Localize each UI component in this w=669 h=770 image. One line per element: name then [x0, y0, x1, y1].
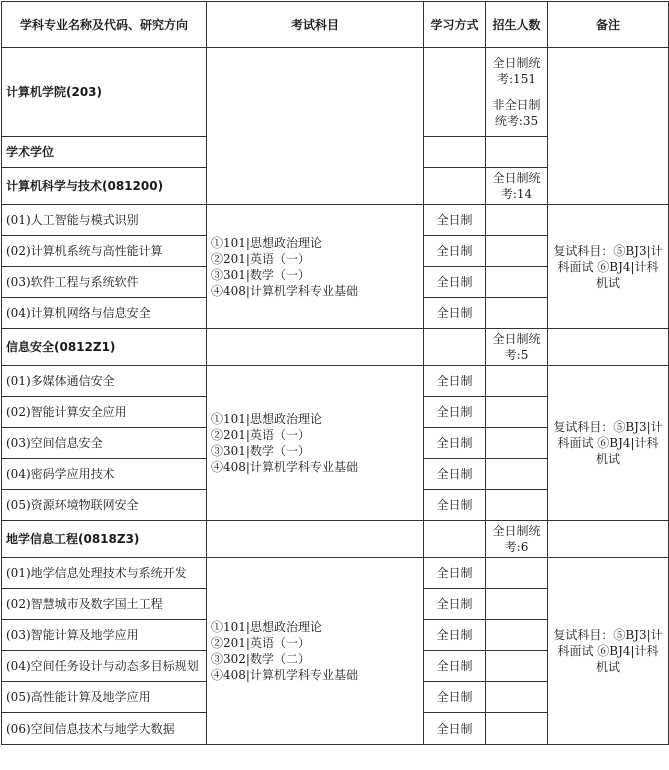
major-name: 计算机科学与技术(081200): [2, 168, 207, 205]
direction-name: (05)高性能计算及地学应用: [2, 682, 207, 713]
direction-name: (04)空间任务设计与动态多目标规划: [2, 651, 207, 682]
college-row: [2, 48, 669, 137]
subject-line: ③302|数学（二）: [211, 652, 310, 666]
college-exam-cell: [207, 48, 424, 205]
college-name: 计算机学院(203): [2, 48, 207, 137]
direction-name: (02)智慧城市及数字国土工程: [2, 589, 207, 620]
study-mode: 全日制: [424, 589, 486, 620]
direction-row: [2, 366, 669, 397]
direction-quota-cell: [486, 589, 548, 620]
direction-quota-cell: [486, 558, 548, 589]
direction-quota-cell: [486, 366, 548, 397]
exam-subjects: [207, 366, 424, 521]
study-mode: 全日制: [424, 490, 486, 521]
study-mode: 全日制: [424, 397, 486, 428]
direction-quota-cell: [486, 459, 548, 490]
study-mode: 全日制: [424, 459, 486, 490]
subject-line: ②201|英语（一）: [211, 251, 310, 266]
study-mode: 全日制: [424, 651, 486, 682]
direction-name: (03)空间信息安全: [2, 428, 207, 459]
direction-quota-cell: [486, 490, 548, 521]
header-study-mode: 学习方式: [424, 2, 486, 48]
college-quota-full: 全日制统考:151: [492, 56, 541, 86]
subject-line: ①101|思想政治理论: [211, 620, 322, 634]
direction-quota-cell: [486, 682, 548, 713]
direction-quota-cell: [486, 620, 548, 651]
remark-retest: 复试科目：⑤BJ3|计科面试 ⑥BJ4|计科机试: [548, 558, 669, 745]
degree-type: 学术学位: [2, 137, 207, 168]
direction-name: (06)空间信息技术与地学大数据: [2, 713, 207, 745]
study-mode: 全日制: [424, 558, 486, 589]
exam-subjects: [207, 558, 424, 745]
direction-quota-cell: [486, 267, 548, 298]
remark-retest: 复试科目：⑤BJ3|计科面试 ⑥BJ4|计科机试: [548, 366, 669, 521]
degree-quota-cell: [486, 137, 548, 168]
major-quota: 全日制统考:6: [486, 521, 548, 558]
study-mode: 全日制: [424, 713, 486, 745]
header-exam-subjects: 考试科目: [207, 2, 424, 48]
study-mode: 全日制: [424, 682, 486, 713]
college-quota: [486, 48, 548, 137]
subject-line: ③301|数学（一）: [211, 444, 310, 458]
exam-subjects: [207, 205, 424, 329]
direction-quota-cell: [486, 298, 548, 329]
subject-line: ②201|英语（一）: [211, 636, 310, 650]
direction-name: (04)计算机网络与信息安全: [2, 298, 207, 329]
study-mode: 全日制: [424, 267, 486, 298]
major-quota: 全日制统考:5: [486, 329, 548, 366]
direction-name: (03)软件工程与系统软件: [2, 267, 207, 298]
major-remark-cell: [548, 329, 669, 366]
major-remark-cell: [548, 521, 669, 558]
direction-name: (01)多媒体通信安全: [2, 366, 207, 397]
major-mode-cell: [424, 168, 486, 205]
subject-line: ①101|思想政治理论: [211, 412, 322, 426]
major-quota: 全日制统考:14: [486, 168, 548, 205]
major-name: 地学信息工程(0818Z3): [2, 521, 207, 558]
major-name: 信息安全(0812Z1): [2, 329, 207, 366]
direction-quota-cell: [486, 236, 548, 267]
major-mode-cell: [424, 329, 486, 366]
direction-row: [2, 205, 669, 236]
major-exam-cell: [207, 329, 424, 366]
direction-name: (05)资源环境物联网安全: [2, 490, 207, 521]
direction-quota-cell: [486, 428, 548, 459]
table-header-row: [2, 2, 669, 48]
direction-name: (01)地学信息处理技术与系统开发: [2, 558, 207, 589]
subject-line: ④408|计算机学科专业基础: [211, 668, 358, 682]
major-mode-cell: [424, 521, 486, 558]
direction-quota-cell: [486, 205, 548, 236]
remark-retest: 复试科目：⑤BJ3|计科面试 ⑥BJ4|计科机试: [548, 205, 669, 329]
header-quota: 招生人数: [486, 2, 548, 48]
major-exam-cell: [207, 521, 424, 558]
direction-quota-cell: [486, 397, 548, 428]
direction-name: (04)密码学应用技术: [2, 459, 207, 490]
college-mode-cell: [424, 48, 486, 137]
major-row: [2, 329, 669, 366]
degree-mode-cell: [424, 137, 486, 168]
direction-quota-cell: [486, 713, 548, 745]
direction-name: (03)智能计算及地学应用: [2, 620, 207, 651]
study-mode: 全日制: [424, 366, 486, 397]
subject-line: ④408|计算机学科专业基础: [211, 283, 358, 298]
study-mode: 全日制: [424, 428, 486, 459]
header-major: 学科专业名称及代码、研究方向: [2, 2, 207, 48]
subject-line: ③301|数学（一）: [211, 267, 310, 282]
admissions-table: [1, 1, 669, 745]
direction-quota-cell: [486, 651, 548, 682]
study-mode: 全日制: [424, 298, 486, 329]
direction-name: (02)计算机系统与高性能计算: [2, 236, 207, 267]
college-quota-part: 非全日制统考:35: [492, 98, 541, 128]
subject-line: ①101|思想政治理论: [211, 235, 322, 250]
subject-line: ②201|英语（一）: [211, 428, 310, 442]
major-row: [2, 521, 669, 558]
study-mode: 全日制: [424, 620, 486, 651]
subject-line: ④408|计算机学科专业基础: [211, 460, 358, 474]
college-remark-cell: [548, 48, 669, 205]
direction-row: [2, 558, 669, 589]
direction-name: (01)人工智能与模式识别: [2, 205, 207, 236]
study-mode: 全日制: [424, 205, 486, 236]
header-remark: 备注: [548, 2, 669, 48]
direction-name: (02)智能计算安全应用: [2, 397, 207, 428]
study-mode: 全日制: [424, 236, 486, 267]
